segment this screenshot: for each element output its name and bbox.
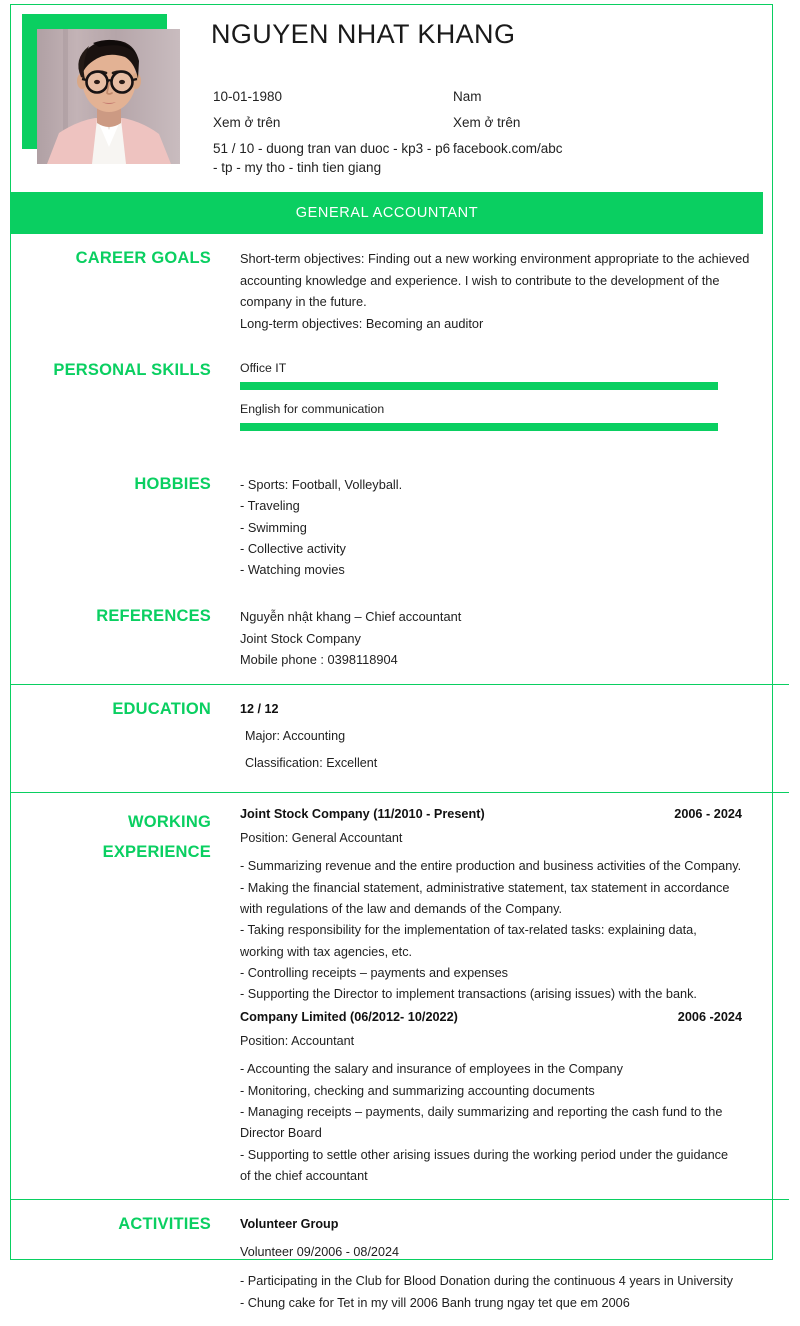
reference-phone: Mobile phone : 0398118904 [240, 652, 398, 668]
section-content-career-goals [211, 234, 800, 338]
job-bullet: - Monitoring, checking and summarizing accounting documents [240, 1083, 595, 1098]
section-label-activities: ACTIVITIES [118, 1215, 211, 1234]
contact-row-dob [213, 87, 743, 106]
skill-bar-track [240, 382, 718, 390]
reference-name: Nguyễn nhật khang – Chief accountant [240, 609, 462, 625]
job-bullet: - Taking responsibility for the implementation of tax-related tasks: explaining data, working with tax agencies, etc. [240, 923, 697, 959]
job-position: Position: General Accountant [240, 831, 403, 846]
skill-bar-track [240, 423, 718, 431]
skill-name: Office IT [240, 361, 287, 375]
job-entry [240, 807, 742, 1005]
education-major: Major: Accounting [245, 729, 346, 744]
skill-name: English for communication [240, 402, 385, 416]
section-label-references: REFERENCES [96, 607, 211, 626]
job-header [240, 1010, 742, 1024]
job-company: Joint Stock Company (11/2010 - Present) [240, 807, 485, 822]
activity-bullet: - Chung cake for Tet in my vill 2006 Banh trung ngay tet que em 2006 [240, 1295, 630, 1310]
section-hobbies [0, 460, 800, 584]
section-content-references [211, 592, 800, 684]
job-company: Company Limited (06/2012- 10/2022) [240, 1010, 458, 1025]
section-career-goals [0, 234, 800, 338]
section-label-career-goals: CAREER GOALS [75, 249, 211, 267]
section-activities [11, 1199, 789, 1326]
section-content-activities [211, 1200, 789, 1326]
section-label-line1: WORKING [128, 813, 211, 832]
section-education [11, 684, 789, 792]
activity-group: Volunteer Group [240, 1217, 339, 1232]
job-entry [240, 1010, 742, 1187]
section-label-working-experience [11, 793, 211, 867]
job-title-banner: GENERAL ACCOUNTANT [11, 192, 763, 234]
career-goal-short-term: Short-term objectives: Finding out a new working environment appropriate to the achieved accounting knowledge and experience. I wish to contribute to the development of the company in the future. [240, 251, 750, 309]
job-bullet: - Supporting to settle other arising issues during the working period under the guidance of the chief accountant [240, 1147, 729, 1183]
education-school: 12 / 12 [240, 702, 279, 717]
section-personal-skills [0, 346, 800, 446]
section-content-education [211, 685, 789, 792]
section-content-working-experience [211, 793, 789, 1199]
contact-details [213, 87, 743, 184]
resume-header [0, 0, 800, 188]
section-label-personal-skills: PERSONAL SKILLS [53, 361, 211, 379]
list-item: - Collective activity [240, 540, 346, 556]
list-item: - Swimming [240, 519, 307, 535]
activity-bullet: - Participating in the Club for Blood Donation during the continuous 4 years in University [240, 1274, 733, 1289]
section-references [0, 592, 800, 684]
section-label-hobbies: HOBBIES [134, 475, 211, 493]
skill-bar-fill [240, 423, 718, 431]
section-working-experience [11, 792, 789, 1199]
list-item: - Traveling [240, 498, 300, 514]
contact-email: Xem ở trên [453, 115, 521, 130]
activity-period: Volunteer 09/2006 - 08/2024 [240, 1245, 399, 1260]
section-label-line2: EXPERIENCE [102, 843, 211, 862]
education-classification: Classification: Excellent [245, 756, 378, 771]
page-title: NGUYEN NHAT KHANG [211, 19, 516, 49]
contact-row-phone [213, 113, 743, 132]
career-goal-long-term: Long-term objectives: Becoming an auditor [240, 315, 484, 331]
contact-row-address [213, 139, 743, 177]
list-item: - Sports: Football, Volleyball. [240, 477, 403, 492]
job-position: Position: Accountant [240, 1034, 355, 1049]
resume-body [0, 234, 800, 1326]
section-label-education: EDUCATION [112, 700, 211, 719]
section-content-hobbies [211, 460, 800, 584]
reference-company: Joint Stock Company [240, 630, 361, 646]
job-bullet: - Making the financial statement, administrative statement, tax statement in accordance with regulations of the law and demands of the Company. [240, 880, 730, 916]
job-dates: 2006 - 2024 [674, 807, 742, 822]
job-bullet: - Managing receipts – payments, daily summarizing and reporting the cash fund to the Director Board [240, 1105, 723, 1141]
job-bullet: - Controlling receipts – payments and expenses [240, 965, 508, 980]
job-header [240, 807, 742, 821]
job-bullet: - Summarizing revenue and the entire production and business activities of the Company. [240, 859, 742, 874]
job-bullet: - Supporting the Director to implement transactions (arising issues) with the bank. [240, 987, 697, 1002]
skill-item [240, 360, 753, 390]
job-bullet: - Accounting the salary and insurance of employees in the Company [240, 1062, 623, 1077]
skill-bar-fill [240, 382, 718, 390]
list-item: - Watching movies [240, 562, 345, 578]
contact-address: 51 / 10 - duong tran van duoc - kp3 - p6 - tp - my tho - tinh tien giang [213, 141, 451, 175]
section-content-personal-skills [211, 346, 800, 446]
skill-item [240, 401, 753, 431]
contact-facebook[interactable]: facebook.com/abc [453, 141, 563, 156]
portrait-photo [37, 29, 180, 164]
contact-dob: 10-01-1980 [213, 89, 283, 104]
contact-phone: Xem ở trên [213, 115, 281, 130]
job-dates: 2006 -2024 [677, 1010, 742, 1025]
avatar [22, 14, 182, 164]
contact-gender: Nam [453, 89, 482, 104]
